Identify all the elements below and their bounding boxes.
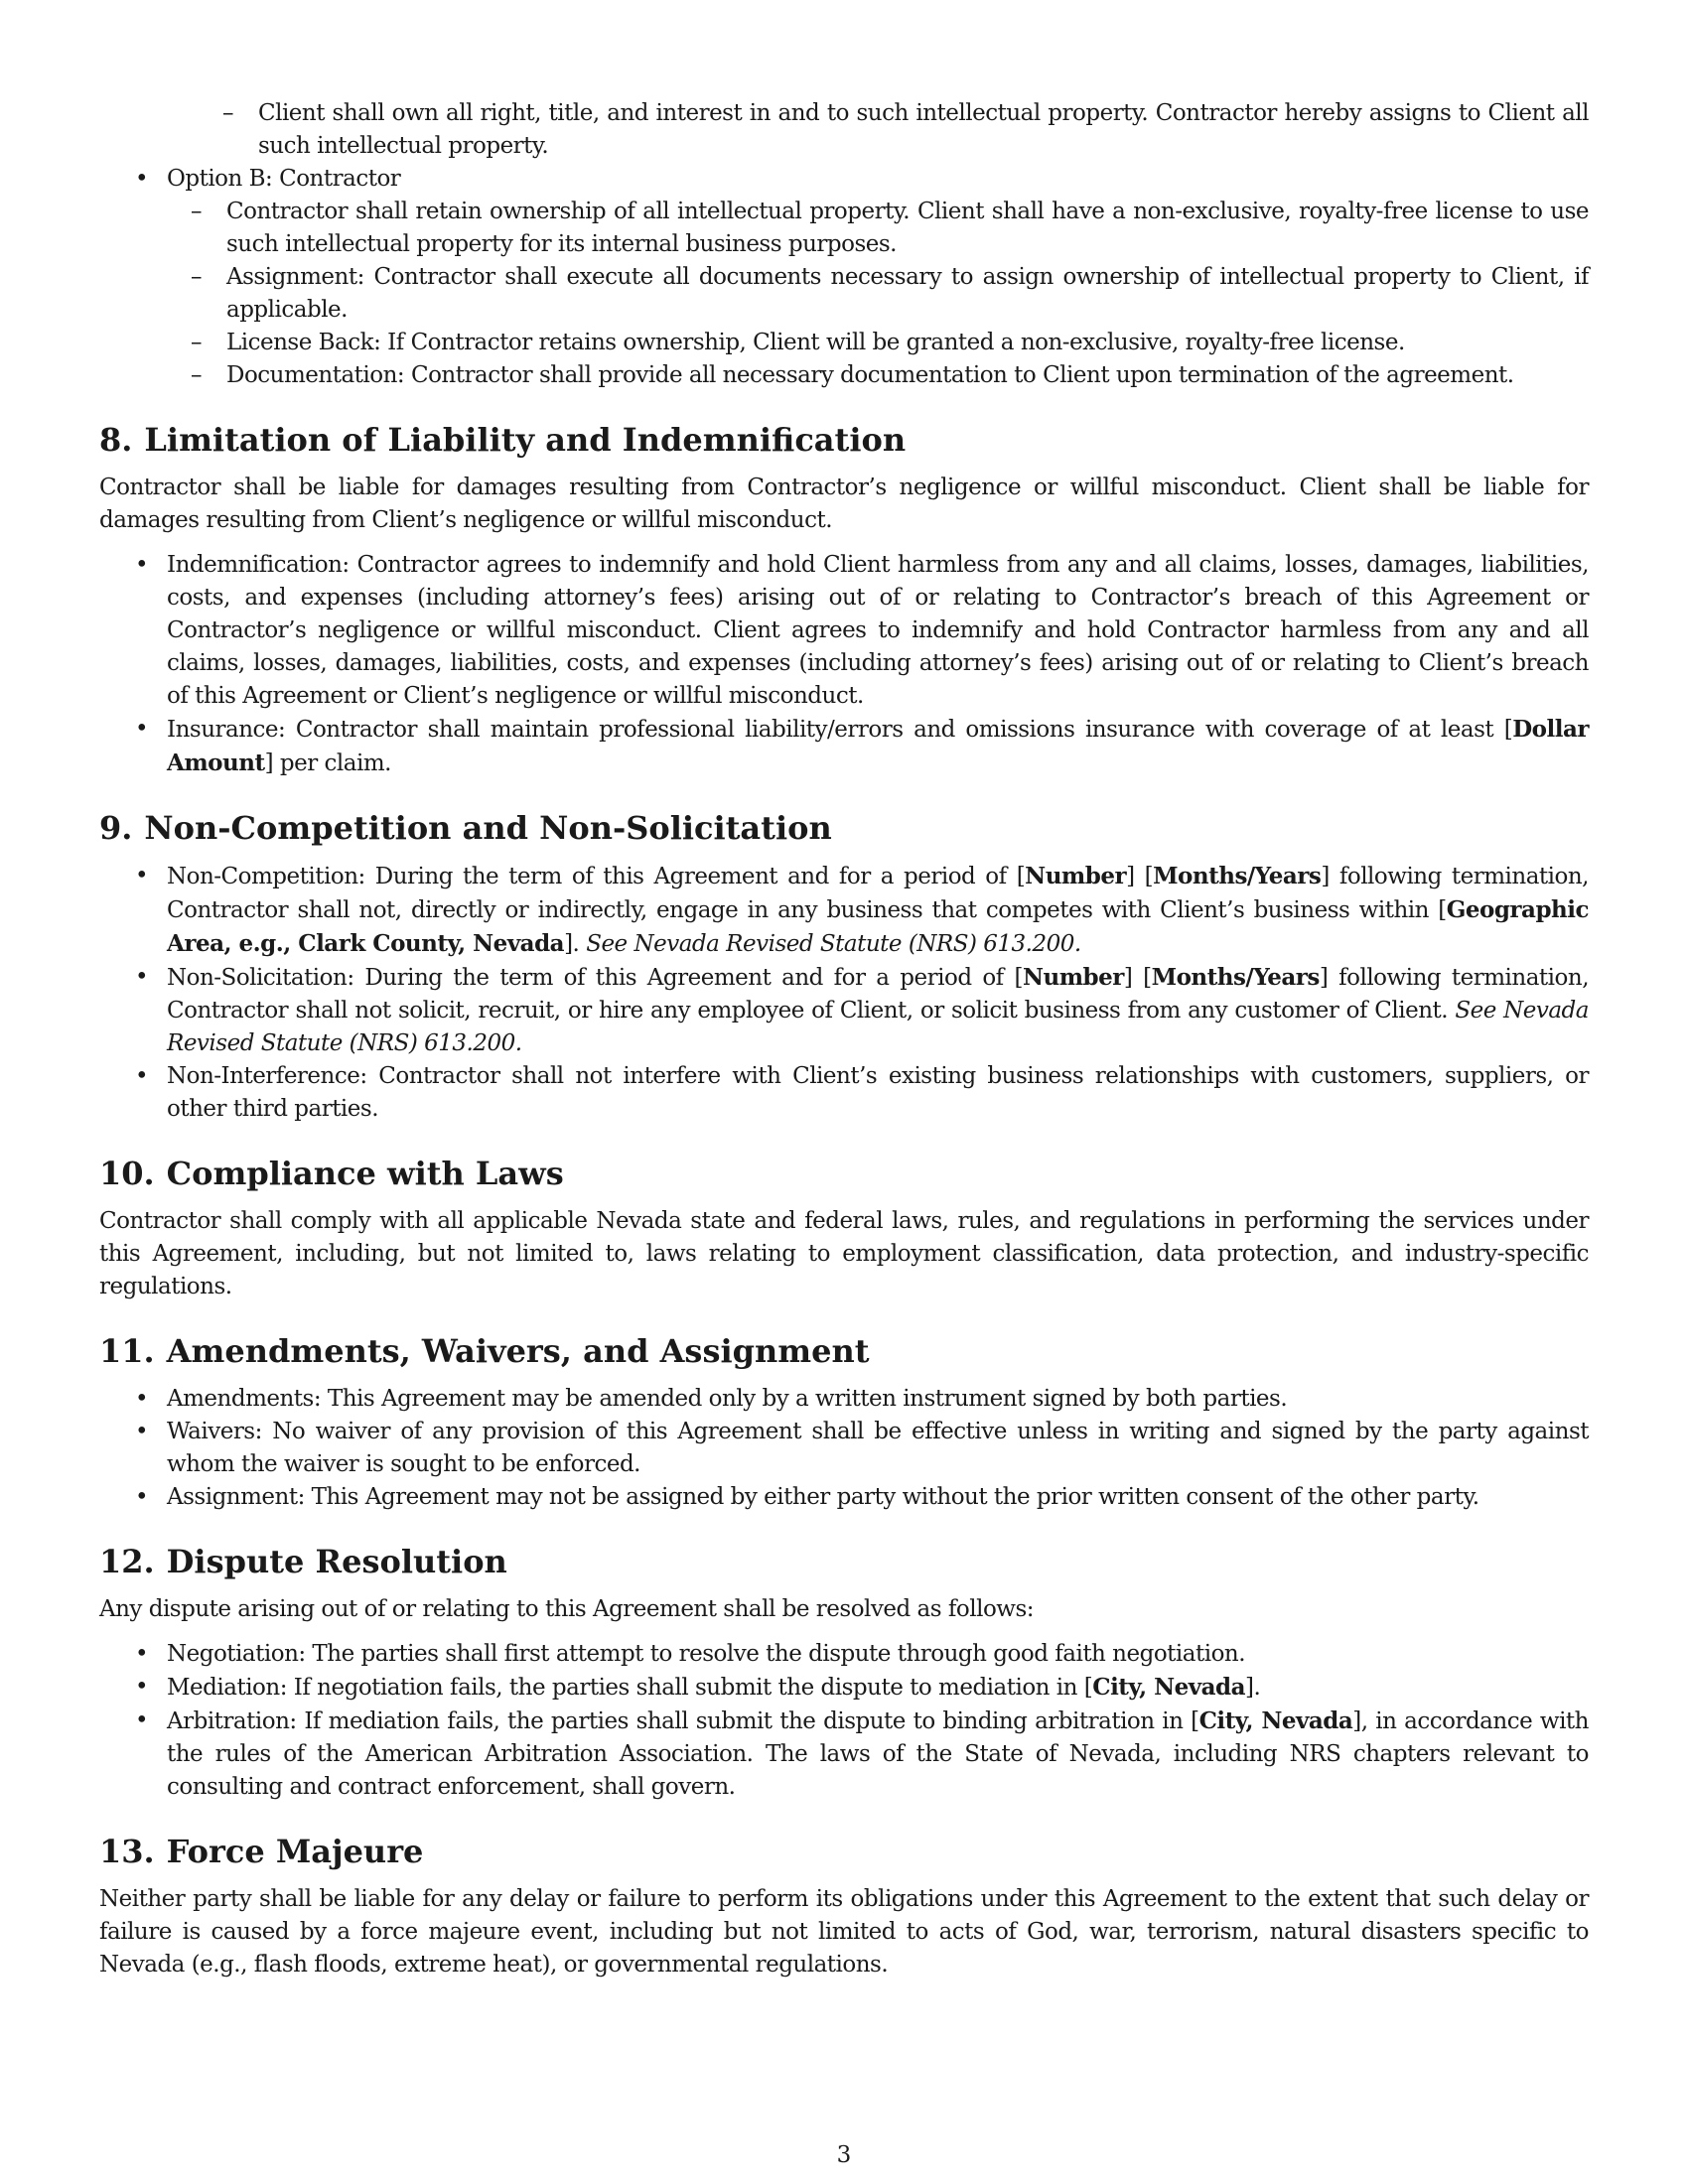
section-12-list <box>99 1638 1589 1804</box>
placeholder-city: City, Nevada <box>1198 1707 1353 1734</box>
ip-option-list <box>99 163 1589 392</box>
text-run: ]. <box>1245 1675 1261 1701</box>
section-8-list <box>99 549 1589 780</box>
list-item-arbitration <box>99 1705 1589 1804</box>
placeholder-number: Number <box>1025 863 1127 889</box>
text-run: Arbitration: If mediation fails, the parties shall submit the dispute to binding arbitration in [ <box>167 1708 1199 1734</box>
section-11-list <box>99 1383 1589 1514</box>
text-run: ] [ <box>1126 864 1154 889</box>
section-title: Force Majeure <box>166 1833 424 1870</box>
section-number: 9. <box>99 809 133 847</box>
text-run: ] [ <box>1123 965 1152 991</box>
list-item-indemnification: • Indemnification: Contractor agrees to indemnify and hold Client harmless from any and all claims, losses, damages, liabilities, costs, and expenses (including attorney’s fees) arising out of or relating to Contractor’s breach of this Agreement or Contractor’s negligence or willful misconduct. Client agrees to indemnify and hold Contractor harmless from any and all claims, losses, damages, liabilities, costs, and expenses (including attorney’s fees) arising out of or relating to Client’s breach of this Agreement or Client’s negligence or willful misconduct. <box>99 549 1589 713</box>
list-item-mediation <box>99 1671 1589 1705</box>
text-run: Non-Competition: During the term of this Agreement and for a period of [ <box>167 864 1026 889</box>
text-run: ] per claim. <box>264 751 391 776</box>
placeholder-dollar-amount: Dollar Amount <box>167 716 1589 776</box>
section-heading-11 <box>99 1331 1589 1371</box>
option-a-sublist <box>99 97 1589 163</box>
text-run: Non-Solicitation: During the term of this Agreement and for a period of [ <box>167 965 1023 991</box>
placeholder-geographic-area: Geographic Area, e.g., Clark County, Nevada <box>167 896 1589 957</box>
list-item-amendments: • Amendments: This Agreement may be amended only by a written instrument signed by both parties. <box>99 1383 1589 1416</box>
list-item-non-competition <box>99 860 1589 961</box>
list-item-insurance <box>99 713 1589 780</box>
option-b-sublist <box>167 196 1589 392</box>
section-title: Compliance with Laws <box>166 1155 564 1192</box>
text-run: ] following termination, Contractor shall not solicit, recruit, or hire any employee of Client, or solicit business from any customer of Client. <box>167 965 1590 1024</box>
option-a-subitem: – Client shall own all right, title, and interest in and to such intellectual property. Contractor hereby assigns to Client all such intellectual property. <box>199 97 1589 163</box>
section-heading-12 <box>99 1542 1589 1581</box>
list-item-non-solicitation <box>99 961 1589 1060</box>
placeholder-months-years: Months/Years <box>1151 964 1320 991</box>
text-run: ]. <box>564 931 587 957</box>
placeholder-months-years: Months/Years <box>1153 863 1322 889</box>
option-b-subitem: – Contractor shall retain ownership of all intellectual property. Client shall have a non-exclusive, royalty-free license to use such intellectual property for its internal business purposes. <box>167 196 1589 261</box>
section-heading-13 <box>99 1832 1589 1871</box>
section-8-intro: Contractor shall be liable for damages resulting from Contractor’s negligence or willful misconduct. Client shall be liable for damages resulting from Client’s negligence or willful misconduct. <box>99 475 1589 533</box>
document-page <box>99 97 1589 1993</box>
page-number: 3 <box>836 2142 852 2168</box>
statute-citation: See Nevada Revised Statute (NRS) 613.200. <box>586 931 1081 957</box>
placeholder-number: Number <box>1022 964 1124 991</box>
text-run: ] following termination, Contractor shall not, directly or indirectly, engage in any business that competes with Client’s business within [ <box>167 864 1589 923</box>
list-item-option-b <box>99 163 1589 392</box>
section-heading-8 <box>99 420 1589 460</box>
statute-citation: See Nevada Revised Statute (NRS) 613.200. <box>167 998 1589 1056</box>
section-title: Amendments, Waivers, and Assignment <box>166 1332 870 1370</box>
option-b-subitem: – Assignment: Contractor shall execute all documents necessary to assign ownership of intellectual property to Client, if applicable. <box>167 261 1589 327</box>
list-item-waivers: • Waivers: No waiver of any provision of this Agreement shall be effective unless in writing and signed by the party against whom the waiver is sought to be enforced. <box>99 1416 1589 1481</box>
section-number: 13. <box>99 1833 155 1870</box>
section-heading-9 <box>99 808 1589 848</box>
section-13-body: Neither party shall be liable for any delay or failure to perform its obligations under this Agreement to the extent that such delay or failure is caused by a force majeure event, including but not limited to acts of God, war, terrorism, natural disasters specific to Nevada (e.g., flash floods, extreme heat), or governmental regulations. <box>99 1886 1589 1978</box>
section-title: Limitation of Liability and Indemnification <box>144 421 907 459</box>
text-run: Insurance: Contractor shall maintain professional liability/errors and omissions insurance with coverage of at least [ <box>167 717 1513 743</box>
section-number: 12. <box>99 1543 155 1580</box>
text-run: Mediation: If negotiation fails, the parties shall submit the dispute to mediation in [ <box>167 1675 1093 1701</box>
section-number: 11. <box>99 1332 155 1370</box>
section-title: Dispute Resolution <box>166 1543 507 1580</box>
section-title: Non-Competition and Non-Solicitation <box>144 809 832 847</box>
list-item-assignment: • Assignment: This Agreement may not be assigned by either party without the prior written consent of the other party. <box>99 1481 1589 1514</box>
option-b-subitem: – License Back: If Contractor retains ownership, Client will be granted a non-exclusive, royalty-free license. <box>167 327 1589 359</box>
section-10-body: Contractor shall comply with all applicable Nevada state and federal laws, rules, and regulations in performing the services under this Agreement, including, but not limited to, laws relating to employment classification, data protection, and industry-specific regulations. <box>99 1208 1589 1299</box>
section-12-intro: Any dispute arising out of or relating to this Agreement shall be resolved as follows: <box>99 1596 1035 1622</box>
section-number: 8. <box>99 421 133 459</box>
section-number: 10. <box>99 1155 155 1192</box>
option-b-subitem: – Documentation: Contractor shall provide all necessary documentation to Client upon termination of the agreement. <box>167 359 1589 392</box>
placeholder-city: City, Nevada <box>1092 1674 1246 1701</box>
section-heading-10 <box>99 1154 1589 1193</box>
option-b-label: Option B: Contractor <box>167 166 401 192</box>
list-item-negotiation: • Negotiation: The parties shall first attempt to resolve the dispute through good faith negotiation. <box>99 1638 1589 1671</box>
list-item-non-interference: • Non-Interference: Contractor shall not interfere with Client’s existing business relationships with customers, suppliers, or other third parties. <box>99 1060 1589 1126</box>
text-run: ], in accordance with the rules of the American Arbitration Association. The laws of the State of Nevada, including NRS chapters relevant to consulting and contract enforcement, shall govern. <box>167 1708 1589 1800</box>
section-9-list <box>99 860 1589 1126</box>
